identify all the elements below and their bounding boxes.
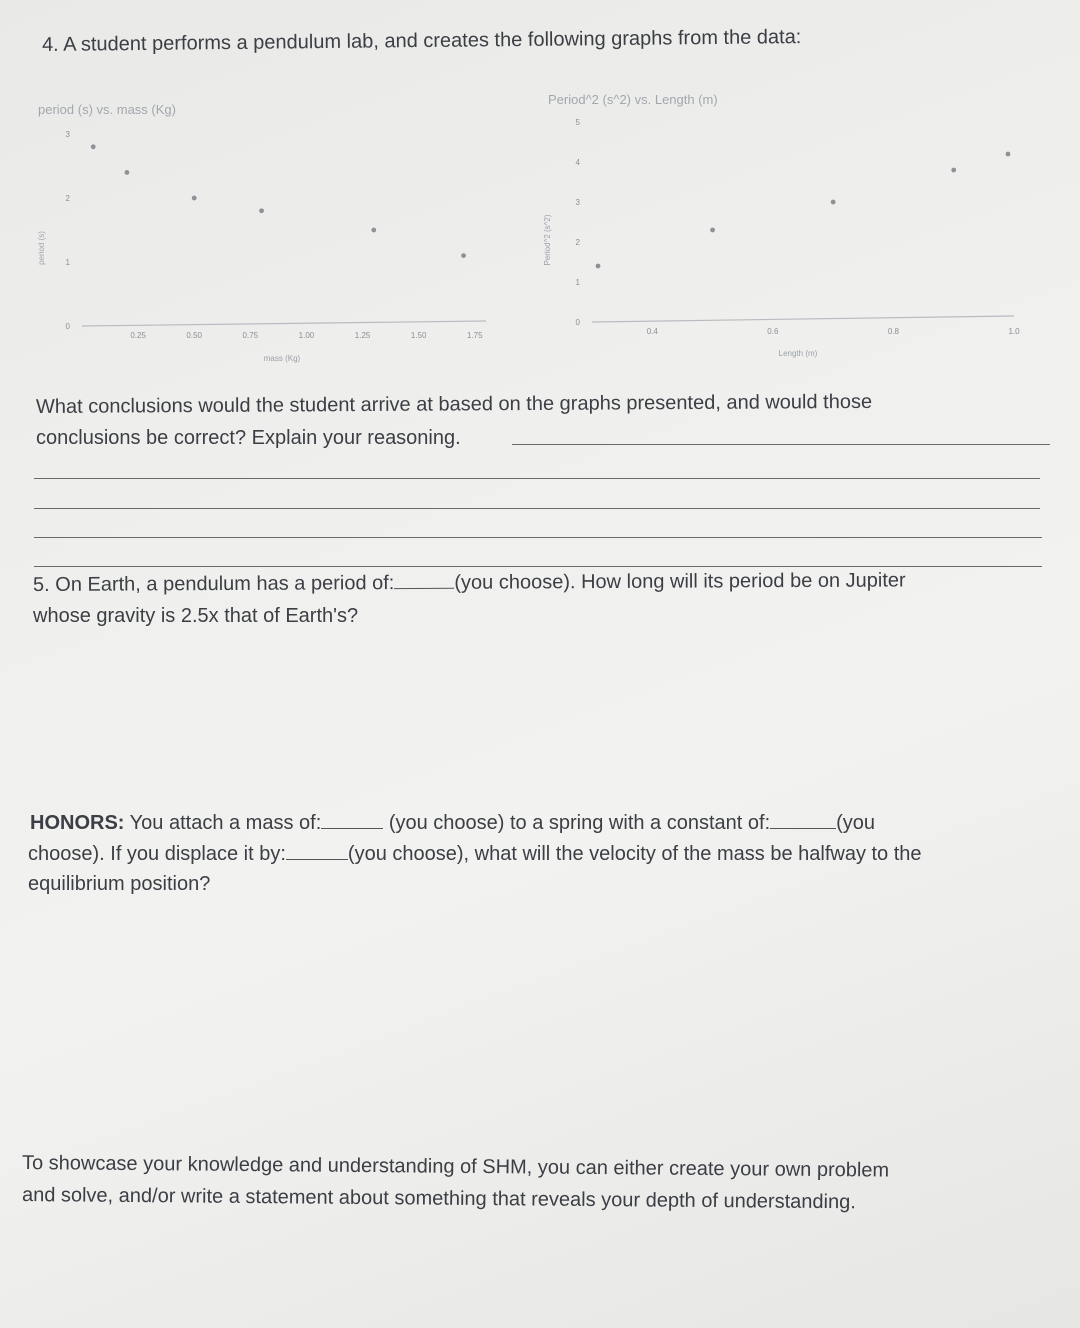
displacement-blank[interactable] xyxy=(286,841,348,860)
x-tick-label: 0.4 xyxy=(646,327,658,336)
q4-prompt: 4. A student performs a pendulum lab, and creates the following graphs from the data: xyxy=(41,26,802,56)
chart1-x-axis xyxy=(82,321,486,326)
data-point xyxy=(461,253,466,258)
chart2-title: Period^2 (s^2) vs. Length (m) xyxy=(548,92,718,107)
q4-question-line1: What conclusions would the student arrive at based on the graphs presented, and would those xyxy=(35,390,873,418)
x-tick-label: 1.25 xyxy=(354,331,371,340)
chart-period-squared-vs-length xyxy=(530,80,1030,380)
data-point xyxy=(259,208,264,213)
data-point xyxy=(371,228,376,233)
honors-text-d: choose). If you displace it by: xyxy=(28,843,286,865)
data-point xyxy=(192,196,197,201)
period-blank[interactable] xyxy=(394,570,454,589)
y-tick-label: 2 xyxy=(575,238,580,247)
data-point xyxy=(951,168,956,173)
answer-line[interactable] xyxy=(512,444,1050,445)
data-point xyxy=(596,264,601,269)
y-tick-label: 1 xyxy=(575,278,580,287)
showcase-line2: and solve, and/or write a statement about something that reveals your depth of understanding. xyxy=(21,1184,856,1214)
x-tick-label: 0.6 xyxy=(767,327,779,336)
data-point xyxy=(1006,152,1011,157)
honors-text-a: You attach a mass of: xyxy=(124,812,322,834)
data-point xyxy=(831,200,836,205)
y-tick-label: 4 xyxy=(575,158,580,167)
honors-text-b: (you choose) to a spring with a constant of: xyxy=(388,812,771,834)
y-tick-label: 2 xyxy=(65,194,70,203)
answer-line[interactable] xyxy=(34,537,1042,538)
spring-constant-blank[interactable] xyxy=(770,810,836,829)
x-tick-label: 0.8 xyxy=(887,327,899,336)
x-tick-label: 0.75 xyxy=(242,331,259,340)
x-tick-label: 0.25 xyxy=(130,331,146,340)
q4-question-row xyxy=(36,423,461,453)
answer-line[interactable] xyxy=(34,478,1040,479)
data-point xyxy=(710,228,715,233)
honors-line1 xyxy=(30,808,875,838)
honors-line2 xyxy=(28,839,922,869)
y-tick-label: 5 xyxy=(575,118,580,127)
chart1-title: period (s) vs. mass (Kg) xyxy=(38,102,176,117)
x-tick-label: 1.00 xyxy=(298,331,315,340)
chart2-ylabel: Period^2 (s^2) xyxy=(543,214,552,266)
q5-text-post: (you choose). How long will its period be on Jupiter xyxy=(454,569,906,594)
y-tick-label: 3 xyxy=(65,130,70,139)
showcase-line1: To showcase your knowledge and understanding of SHM, you can either create your own problem xyxy=(21,1152,890,1182)
honors-text-c: (you xyxy=(836,812,876,834)
x-tick-label: 1.0 xyxy=(1008,327,1020,336)
chart2-xlabel: Length (m) xyxy=(778,349,818,358)
chart1-xlabel: mass (Kg) xyxy=(263,354,301,363)
answer-line[interactable] xyxy=(34,508,1040,509)
q5-line2: whose gravity is 2.5x that of Earth's? xyxy=(33,605,359,627)
data-point xyxy=(124,170,129,175)
honors-text-e: (you choose), what will the velocity of the mass be halfway to the xyxy=(347,843,922,865)
chart1-ylabel: period (s) xyxy=(37,231,46,265)
mass-blank[interactable] xyxy=(321,810,383,829)
data-point xyxy=(91,144,96,149)
honors-line3: equilibrium position? xyxy=(28,873,211,895)
y-tick-label: 0 xyxy=(65,322,70,331)
x-tick-label: 1.50 xyxy=(410,331,427,340)
chart-period-vs-mass xyxy=(20,90,510,380)
chart2-x-axis xyxy=(592,316,1014,322)
y-tick-label: 0 xyxy=(575,318,580,327)
q4-question-line2: conclusions be correct? Explain your reasoning. xyxy=(36,427,461,449)
y-tick-label: 1 xyxy=(65,258,70,267)
honors-label: HONORS: xyxy=(30,812,125,834)
x-tick-label: 0.50 xyxy=(186,331,203,340)
y-tick-label: 3 xyxy=(575,198,580,207)
q5-line1 xyxy=(33,565,906,600)
x-tick-label: 1.75 xyxy=(466,331,483,340)
q5-text-pre: 5. On Earth, a pendulum has a period of: xyxy=(32,572,395,596)
